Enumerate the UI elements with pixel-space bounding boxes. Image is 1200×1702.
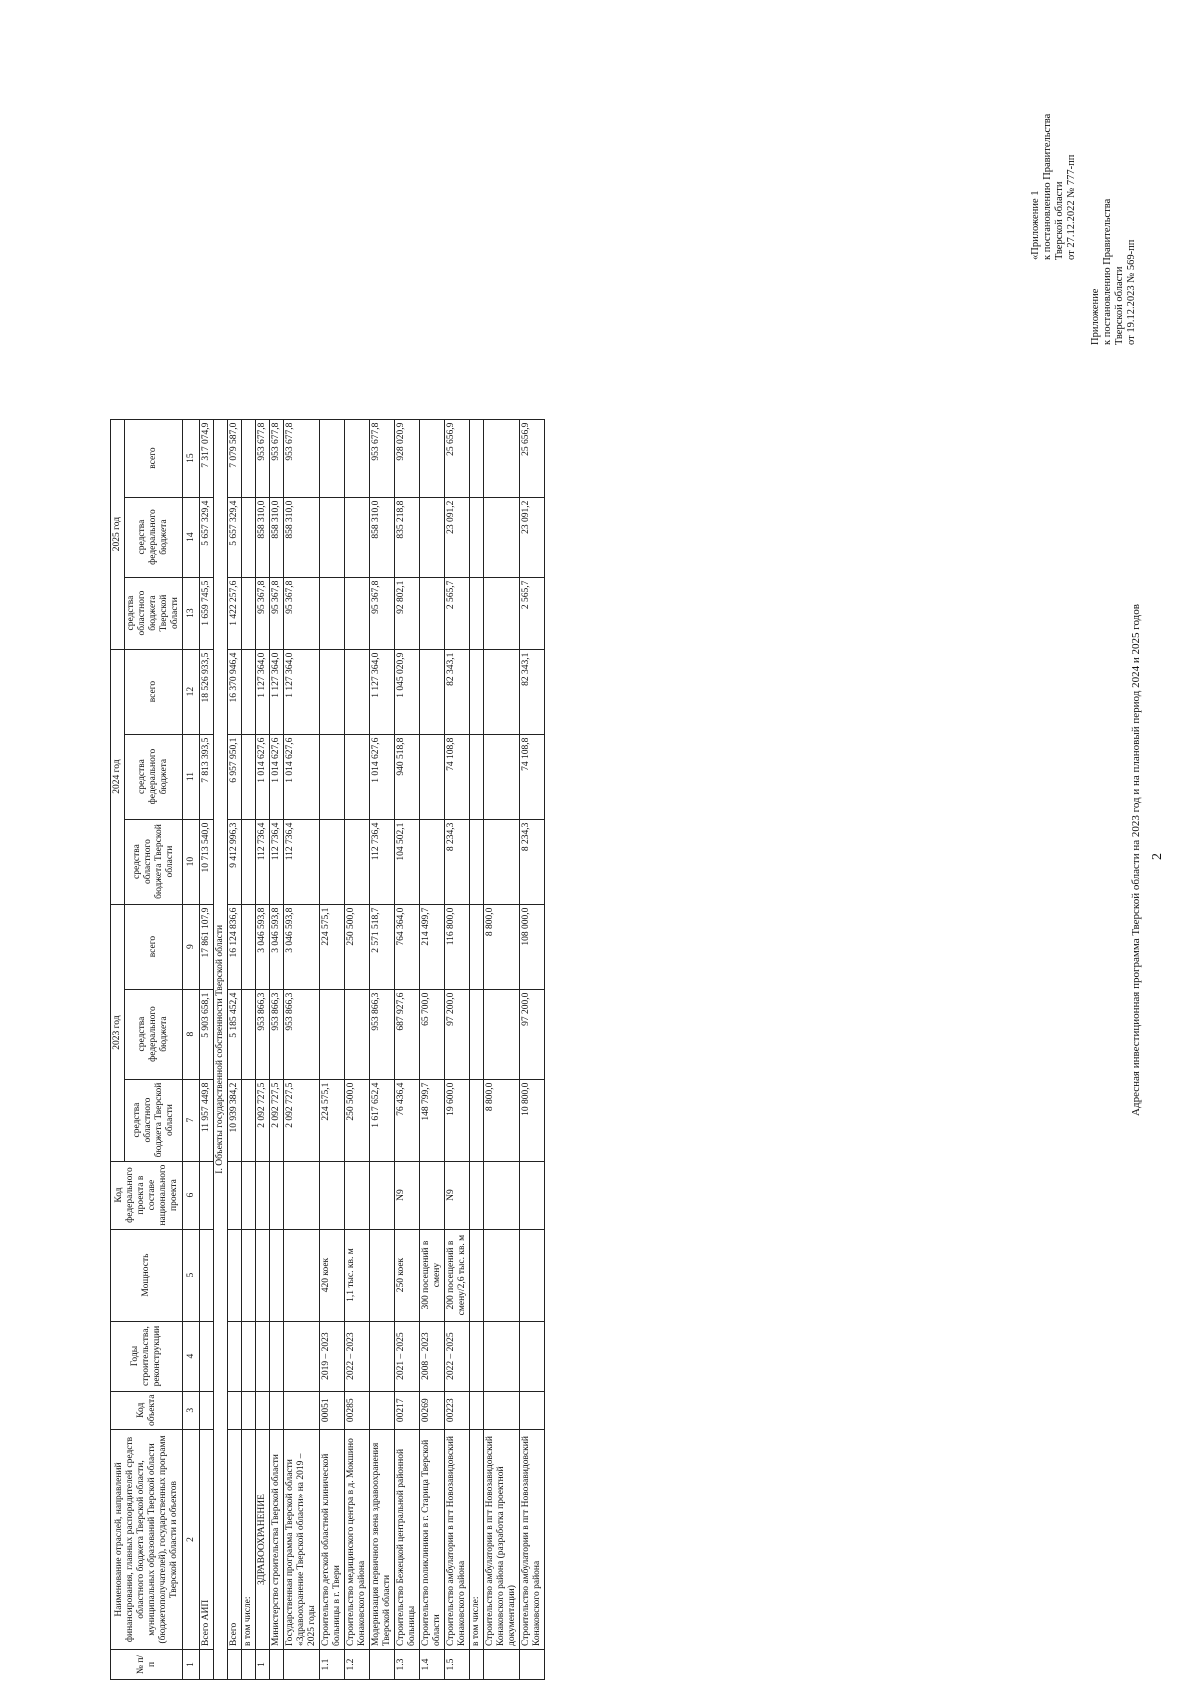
row-name: Всего [228, 1430, 242, 1650]
amount-cell: 3 046 593,8 [270, 904, 284, 989]
column-number: 4 [183, 1321, 200, 1391]
section-title: I. Объекты государственной собственности Тверской области [214, 419, 228, 1679]
amount-cell [470, 989, 484, 1079]
amount-cell [345, 649, 370, 734]
amount-cell: 687 927,6 [395, 989, 420, 1079]
amount-cell: 16 370 946,4 [228, 649, 242, 734]
amount-cell: 112 736,4 [284, 819, 320, 904]
row-number: 1.3 [395, 1650, 420, 1680]
table-row [484, 419, 520, 1679]
amount-cell: 7 079 587,0 [228, 419, 242, 497]
federal-project-code [270, 1161, 284, 1229]
amount-cell [345, 734, 370, 819]
amount-cell: 953 677,8 [370, 419, 395, 497]
row-number [484, 1650, 520, 1680]
amount-cell: 1 127 364,0 [284, 649, 320, 734]
amount-cell: 1 617 652,4 [370, 1079, 395, 1161]
amount-cell [484, 577, 520, 649]
amount-cell [242, 989, 256, 1079]
row-number [200, 1650, 214, 1680]
row-number: 1 [256, 1650, 270, 1680]
amount-cell: 3 046 593,8 [284, 904, 320, 989]
header-capacity: Мощность [111, 1229, 183, 1321]
capacity [256, 1229, 270, 1321]
amount-cell: 23 091,2 [520, 497, 545, 577]
amount-cell: 953 866,3 [284, 989, 320, 1079]
row-number [284, 1650, 320, 1680]
amount-cell [345, 419, 370, 497]
amount-cell: 8 234,3 [520, 819, 545, 904]
amount-cell: 858 310,0 [256, 497, 270, 577]
amount-cell: 16 124 836,6 [228, 904, 242, 989]
amount-cell: 97 200,0 [520, 989, 545, 1079]
amount-cell: 6 957 950,1 [228, 734, 242, 819]
header-num: № п/п [111, 1650, 183, 1680]
federal-project-code [320, 1161, 345, 1229]
capacity [370, 1229, 395, 1321]
row-number: 1.1 [320, 1650, 345, 1680]
table-row [345, 419, 370, 1679]
amount-cell [484, 734, 520, 819]
amount-cell: 9 412 996,3 [228, 819, 242, 904]
amount-cell: 1 014 627,6 [256, 734, 270, 819]
amount-cell [242, 649, 256, 734]
column-number: 3 [183, 1391, 200, 1429]
amount-cell: 25 656,9 [520, 419, 545, 497]
table-row [256, 419, 270, 1679]
table-row [200, 419, 214, 1679]
federal-project-code [200, 1161, 214, 1229]
row-number [470, 1650, 484, 1680]
federal-project-code: N9 [445, 1161, 470, 1229]
capacity [200, 1229, 214, 1321]
row-name: Строительство амбулатории в пгт Новозавидовский Конаковского района [520, 1430, 545, 1650]
capacity [520, 1229, 545, 1321]
amount-cell: 250 500,0 [345, 904, 370, 989]
table-row [520, 419, 545, 1679]
construction-years: 2008 – 2023 [420, 1321, 445, 1391]
amount-cell [345, 989, 370, 1079]
construction-years [270, 1321, 284, 1391]
object-code [200, 1391, 214, 1429]
amount-cell [470, 649, 484, 734]
amount-cell: 10 713 540,0 [200, 819, 214, 904]
amount-cell: 858 310,0 [284, 497, 320, 577]
row-name: Строительство Бежецкой центральной районной больницы [395, 1430, 420, 1650]
amount-cell: 112 736,4 [270, 819, 284, 904]
header-federal: средства федерального бюджета [125, 497, 183, 577]
header-total: всего [125, 904, 183, 989]
amount-cell: 17 861 107,9 [200, 904, 214, 989]
appendix-note-original: «Приложение 1 к постановлению Правительства Тверской области от 27.12.2022 № 777-пп [1030, 113, 1077, 260]
amount-cell: 5 185 452,4 [228, 989, 242, 1079]
header-name: Наименование отраслей, направлений финансирования, главных распорядителей средств областного бюджета Тверской области, муниципальных образований Тверской области (бюджетополучателей), государственных программ Тверской области и объектов [111, 1430, 183, 1650]
column-number: 7 [183, 1079, 200, 1161]
amount-cell: 1 014 627,6 [270, 734, 284, 819]
amount-cell: 108 000,0 [520, 904, 545, 989]
amount-cell: 224 575,1 [320, 1079, 345, 1161]
amount-cell: 1 659 745,5 [200, 577, 214, 649]
page-number: 2 [1150, 853, 1165, 860]
amount-cell [420, 577, 445, 649]
federal-project-code [420, 1161, 445, 1229]
column-number: 14 [183, 497, 200, 577]
column-number: 10 [183, 819, 200, 904]
amount-cell: 95 367,8 [370, 577, 395, 649]
header-regional: средства областного бюджета Тверской области [125, 819, 183, 904]
amount-cell [470, 904, 484, 989]
amount-cell: 2 092 727,5 [284, 1079, 320, 1161]
amount-cell [470, 1079, 484, 1161]
amount-cell: 112 736,4 [256, 819, 270, 904]
amount-cell: 2 565,7 [520, 577, 545, 649]
construction-years [242, 1321, 256, 1391]
amount-cell: 858 310,0 [370, 497, 395, 577]
object-code [284, 1391, 320, 1429]
amount-cell [242, 577, 256, 649]
object-code [520, 1391, 545, 1429]
amount-cell: 10 800,0 [520, 1079, 545, 1161]
column-number: 1 [183, 1650, 200, 1680]
amount-cell: 1 014 627,6 [284, 734, 320, 819]
column-number: 6 [183, 1161, 200, 1229]
amount-cell [320, 734, 345, 819]
capacity: 200 посещений в смену/2,6 тыс. кв. м [445, 1229, 470, 1321]
construction-years: 2021 – 2025 [395, 1321, 420, 1391]
amount-cell: 953 866,3 [270, 989, 284, 1079]
amount-cell [242, 1079, 256, 1161]
amount-cell: 953 677,8 [284, 419, 320, 497]
amount-cell: 858 310,0 [270, 497, 284, 577]
amount-cell: 764 364,0 [395, 904, 420, 989]
header-regional: средства областного бюджета Тверской области [125, 1079, 183, 1161]
construction-years [228, 1321, 242, 1391]
column-number: 12 [183, 649, 200, 734]
document-title: Адресная инвестиционная программа Тверской области на 2023 год и на плановый период 2024 и 2025 годов [1130, 604, 1142, 1116]
amount-cell: 8 234,3 [445, 819, 470, 904]
capacity [470, 1229, 484, 1321]
amount-cell: 835 218,8 [395, 497, 420, 577]
amount-cell: 5 657 329,4 [200, 497, 214, 577]
amount-cell: 82 343,1 [520, 649, 545, 734]
amount-cell: 10 939 384,2 [228, 1079, 242, 1161]
capacity: 420 коек [320, 1229, 345, 1321]
header-total: всего [125, 649, 183, 734]
amount-cell [484, 989, 520, 1079]
column-number: 13 [183, 577, 200, 649]
amount-cell: 97 200,0 [445, 989, 470, 1079]
amount-cell: 1 127 364,0 [370, 649, 395, 734]
amount-cell [484, 419, 520, 497]
row-number [370, 1650, 395, 1680]
row-name: Строительство поликлиники в г. Старица Тверской области [420, 1430, 445, 1650]
row-name: Министерство строительства Тверской области [270, 1430, 284, 1650]
construction-years: 2022 – 2025 [445, 1321, 470, 1391]
amount-cell: 2 565,7 [445, 577, 470, 649]
amount-cell: 82 343,1 [445, 649, 470, 734]
amount-cell [242, 819, 256, 904]
object-code [242, 1391, 256, 1429]
section-row [214, 419, 228, 1679]
header-federal: средства федерального бюджета [125, 734, 183, 819]
amount-cell [420, 734, 445, 819]
amount-cell [320, 819, 345, 904]
amount-cell [420, 649, 445, 734]
row-name: Строительство медицинского центра в д. Мокшино Конаковского района [345, 1430, 370, 1650]
capacity: 300 посещений в смену [420, 1229, 445, 1321]
table-row [395, 419, 420, 1679]
federal-project-code: N9 [395, 1161, 420, 1229]
row-name: Строительство амбулатории в пгт Новозавидовский Конаковского района [445, 1430, 470, 1650]
federal-project-code [284, 1161, 320, 1229]
amount-cell: 7 317 074,9 [200, 419, 214, 497]
column-number: 15 [183, 419, 200, 497]
row-number: 1.4 [420, 1650, 445, 1680]
construction-years: 2022 – 2023 [345, 1321, 370, 1391]
amount-cell: 104 502,1 [395, 819, 420, 904]
amount-cell: 112 736,4 [370, 819, 395, 904]
header-years: Годы строительства, реконструкции [111, 1321, 183, 1391]
row-number: 1.2 [345, 1650, 370, 1680]
amount-cell [470, 819, 484, 904]
federal-project-code [470, 1161, 484, 1229]
object-code [270, 1391, 284, 1429]
row-number [520, 1650, 545, 1680]
amount-cell: 7 813 393,5 [200, 734, 214, 819]
row-name: Модернизация первичного звена здравоохранения Тверской области [370, 1430, 395, 1650]
header-2024: 2024 год [111, 649, 125, 904]
row-name: Государственная программа Тверской области «Здравоохранение Тверской области» на 2019 – 2025 годы [284, 1430, 320, 1650]
row-number [228, 1650, 242, 1680]
amount-cell: 953 677,8 [256, 419, 270, 497]
amount-cell [470, 419, 484, 497]
construction-years [284, 1321, 320, 1391]
amount-cell: 940 518,8 [395, 734, 420, 819]
construction-years [484, 1321, 520, 1391]
row-name: ЗДРАВООХРАНЕНИЕ [256, 1430, 270, 1650]
capacity [242, 1229, 256, 1321]
object-code [370, 1391, 395, 1429]
federal-project-code [484, 1161, 520, 1229]
amount-cell: 8 800,0 [484, 904, 520, 989]
row-number [242, 1650, 256, 1680]
object-code: 00051 [320, 1391, 345, 1429]
construction-years [200, 1321, 214, 1391]
amount-cell [242, 497, 256, 577]
row-name: Строительство амбулатории в пгт Новозавидовский Конаковского района (разработка проектной документации) [484, 1430, 520, 1650]
capacity [228, 1229, 242, 1321]
amount-cell [242, 904, 256, 989]
amount-cell [484, 819, 520, 904]
table-row [320, 419, 345, 1679]
amount-cell: 953 677,8 [270, 419, 284, 497]
row-name: в том числе: [470, 1430, 484, 1650]
table-row [445, 419, 470, 1679]
federal-project-code [242, 1161, 256, 1229]
object-code [484, 1391, 520, 1429]
header-regional: средства областного бюджета Тверской области [125, 577, 183, 649]
rotated-sheet [30, 40, 1170, 1680]
column-number: 11 [183, 734, 200, 819]
header-fedcode: Код федерального проекта в составе национального проекта [111, 1161, 183, 1229]
amount-cell: 1 422 257,6 [228, 577, 242, 649]
amount-cell [320, 989, 345, 1079]
row-name: Всего АИП [200, 1430, 214, 1650]
amount-cell [420, 497, 445, 577]
object-code [228, 1391, 242, 1429]
object-code: 00217 [395, 1391, 420, 1429]
federal-project-code [520, 1161, 545, 1229]
table-row [242, 419, 256, 1679]
column-number: 2 [183, 1430, 200, 1650]
column-number: 5 [183, 1229, 200, 1321]
amount-cell: 250 500,0 [345, 1079, 370, 1161]
amount-cell: 953 866,3 [370, 989, 395, 1079]
investment-program-table [110, 419, 545, 1680]
header-federal: средства федерального бюджета [125, 989, 183, 1079]
amount-cell: 148 799,7 [420, 1079, 445, 1161]
amount-cell: 2 092 727,5 [256, 1079, 270, 1161]
amount-cell: 928 020,9 [395, 419, 420, 497]
amount-cell [320, 419, 345, 497]
table-row [420, 419, 445, 1679]
amount-cell: 11 957 449,8 [200, 1079, 214, 1161]
appendix-note-current: Приложение к постановлению Правительства Тверской области от 19.12.2023 № 569-пп [1090, 198, 1137, 345]
object-code [256, 1391, 270, 1429]
amount-cell: 18 526 933,5 [200, 649, 214, 734]
row-name: Строительство детской областной клинической больницы в г. Твери [320, 1430, 345, 1650]
amount-cell [420, 419, 445, 497]
amount-cell: 25 656,9 [445, 419, 470, 497]
header-2023: 2023 год [111, 904, 125, 1161]
amount-cell: 95 367,8 [270, 577, 284, 649]
amount-cell [320, 497, 345, 577]
amount-cell: 5 903 658,1 [200, 989, 214, 1079]
amount-cell: 92 802,1 [395, 577, 420, 649]
header-total: всего [125, 419, 183, 497]
federal-project-code [370, 1161, 395, 1229]
row-number: 1.5 [445, 1650, 470, 1680]
construction-years [256, 1321, 270, 1391]
amount-cell [345, 577, 370, 649]
amount-cell [470, 497, 484, 577]
header-code: Код объекта [111, 1391, 183, 1429]
amount-cell: 3 046 593,8 [256, 904, 270, 989]
object-code: 00269 [420, 1391, 445, 1429]
amount-cell: 214 499,7 [420, 904, 445, 989]
amount-cell: 2 571 518,7 [370, 904, 395, 989]
construction-years: 2019 – 2023 [320, 1321, 345, 1391]
object-code: 00285 [345, 1391, 370, 1429]
column-number: 9 [183, 904, 200, 989]
federal-project-code [345, 1161, 370, 1229]
amount-cell: 8 800,0 [484, 1079, 520, 1161]
amount-cell: 95 367,8 [256, 577, 270, 649]
amount-cell [345, 497, 370, 577]
amount-cell [420, 819, 445, 904]
header-2025: 2025 год [111, 419, 125, 649]
amount-cell [484, 649, 520, 734]
amount-cell [320, 649, 345, 734]
amount-cell: 65 700,0 [420, 989, 445, 1079]
table-row [228, 419, 242, 1679]
amount-cell: 2 092 727,5 [270, 1079, 284, 1161]
amount-cell: 74 108,8 [520, 734, 545, 819]
amount-cell: 1 045 020,9 [395, 649, 420, 734]
amount-cell [470, 734, 484, 819]
amount-cell [242, 419, 256, 497]
amount-cell: 19 600,0 [445, 1079, 470, 1161]
capacity: 1,1 тыс. кв. м [345, 1229, 370, 1321]
amount-cell [242, 734, 256, 819]
table-row [470, 419, 484, 1679]
object-code: 00223 [445, 1391, 470, 1429]
amount-cell [470, 577, 484, 649]
amount-cell [345, 819, 370, 904]
amount-cell: 953 866,3 [256, 989, 270, 1079]
construction-years [520, 1321, 545, 1391]
amount-cell: 1 014 627,6 [370, 734, 395, 819]
federal-project-code [228, 1161, 242, 1229]
table-row [270, 419, 284, 1679]
capacity [284, 1229, 320, 1321]
object-code [470, 1391, 484, 1429]
amount-cell: 76 436,4 [395, 1079, 420, 1161]
amount-cell: 116 800,0 [445, 904, 470, 989]
column-number: 8 [183, 989, 200, 1079]
federal-project-code [256, 1161, 270, 1229]
amount-cell: 1 127 364,0 [256, 649, 270, 734]
amount-cell: 23 091,2 [445, 497, 470, 577]
construction-years [470, 1321, 484, 1391]
amount-cell [484, 497, 520, 577]
capacity [484, 1229, 520, 1321]
capacity: 250 коек [395, 1229, 420, 1321]
table-row [284, 419, 320, 1679]
amount-cell: 224 575,1 [320, 904, 345, 989]
amount-cell [320, 577, 345, 649]
amount-cell: 1 127 364,0 [270, 649, 284, 734]
amount-cell: 5 657 329,4 [228, 497, 242, 577]
amount-cell: 74 108,8 [445, 734, 470, 819]
table-row [370, 419, 395, 1679]
row-number [270, 1650, 284, 1680]
amount-cell: 95 367,8 [284, 577, 320, 649]
row-name: в том числе: [242, 1430, 256, 1650]
capacity [270, 1229, 284, 1321]
construction-years [370, 1321, 395, 1391]
